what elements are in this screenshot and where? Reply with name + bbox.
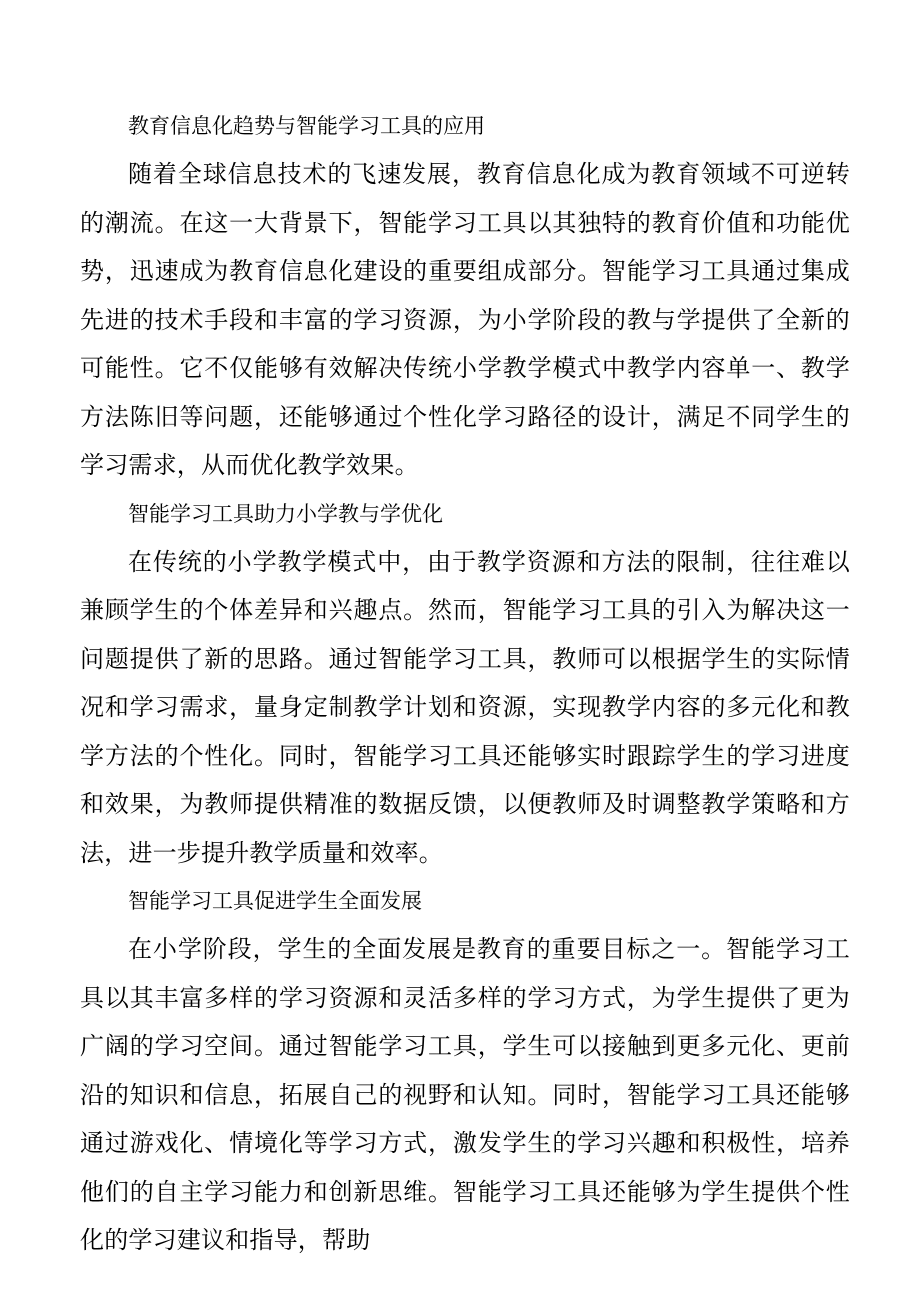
section-heading: 智能学习工具助力小学教与学优化 xyxy=(128,501,443,526)
section-paragraph: 在传统的小学教学模式中，由于教学资源和方法的限制，往往难以兼顾学生的个体差异和兴趣点。然而，智能学习工具的引入为解决这一问题提供了新的思路。通过智能学习工具，教师可以根据学生的实际情况和学习需求，量身定制教学计划和资源，实现教学内容的多元化和教学方法的个性化。同时，智能学习工具还能够实时跟踪学生的学习进度和效果，为教师提供精准的数据反馈，以便教师及时调整教学策略和方法，进一步提升教学质量和效率。 xyxy=(80,547,850,867)
section-paragraph: 在小学阶段，学生的全面发展是教育的重要目标之一。智能学习工具以其丰富多样的学习资源和灵活多样的学习方式，为学生提供了更为广阔的学习空间。通过智能学习工具，学生可以接触到更多元化、更前沿的知识和信息，拓展自己的视野和认知。同时，智能学习工具还能够通过游戏化、情境化等学习方式，激发学生的学习兴趣和积极性，培养他们的自主学习能力和创新思维。智能学习工具还能够为学生提供个性化的学习建议和指导，帮助 xyxy=(80,935,850,1254)
section-paragraph: 随着全球信息技术的飞速发展，教育信息化成为教育领域不可逆转的潮流。在这一大背景下，智能学习工具以其独特的教育价值和功能优势，迅速成为教育信息化建设的重要组成部分。智能学习工具通过集成先进的技术手段和丰富的学习资源，为小学阶段的教与学提供了全新的可能性。它不仅能够有效解决传统小学教学模式中教学内容单一、教学方法陈旧等问题，还能够通过个性化学习路径的设计，满足不同学生的学习需求，从而优化教学效果。 xyxy=(80,160,850,479)
section-heading: 教育信息化趋势与智能学习工具的应用 xyxy=(128,114,485,138)
section-heading: 智能学习工具促进学生全面发展 xyxy=(128,889,422,913)
document-page xyxy=(80,102,850,1265)
section-2 xyxy=(80,490,850,878)
section-1 xyxy=(80,102,850,490)
section-3 xyxy=(80,877,850,1265)
